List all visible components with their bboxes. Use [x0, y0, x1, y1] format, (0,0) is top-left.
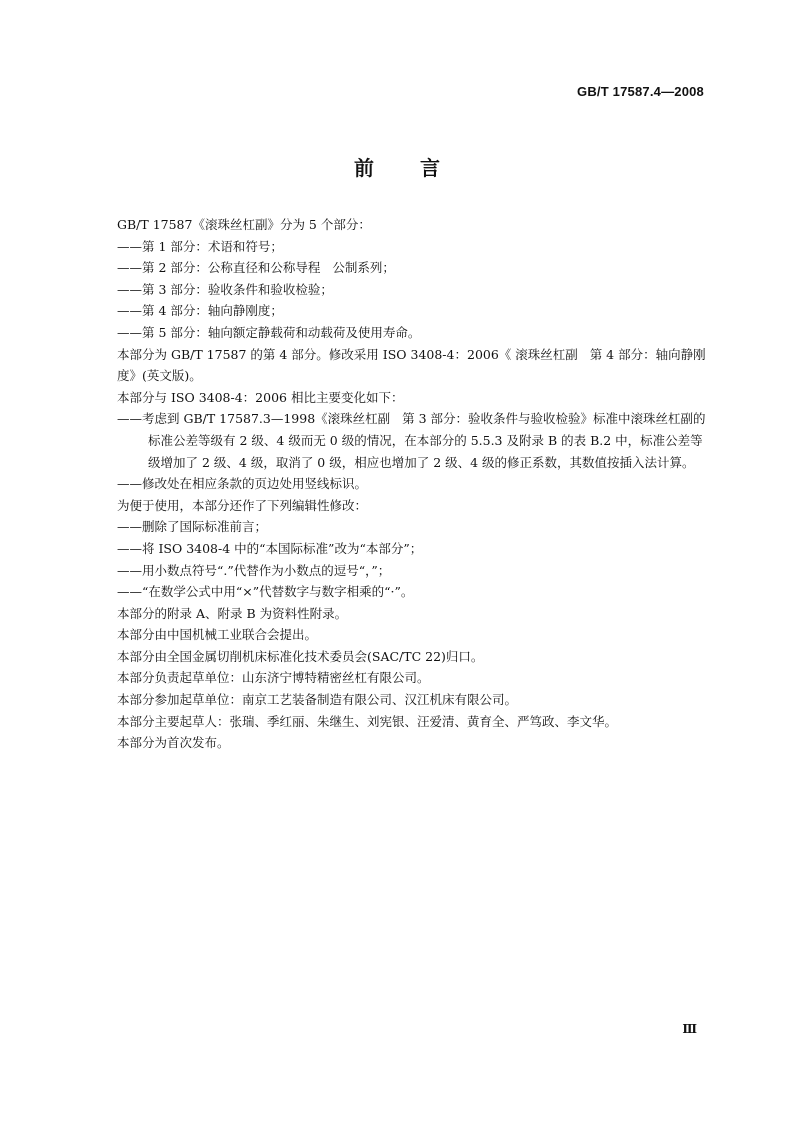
paragraph-6: 本部分由中国机械工业联合会提出。 — [117, 627, 318, 643]
list-item-3: ——第 3 部分：验收条件和验收检验； — [117, 281, 333, 297]
paragraph-1: GB/T 17587《滚珠丝杠副》分为 5 个部分： — [117, 217, 371, 232]
list-item-5: ——第 5 部分：轴向额定静载荷和动载荷及使用寿命。 — [117, 324, 421, 340]
list-item-8: ——删除了国际标准前言； — [117, 519, 268, 535]
paragraph-3: 本部分与 ISO 3408-4：2006 相比主要变化如下： — [117, 389, 404, 405]
list-item-7: ——修改处在相应条款的页边处用竖线标识。 — [117, 476, 368, 492]
paragraph-7: 本部分由全国金属切削机床标准化技术委员会(SAC/TC 22)归口。 — [117, 648, 484, 664]
document-body — [90, 214, 707, 754]
paragraph-8: 本部分负责起草单位：山东济宁博特精密丝杠有限公司。 — [117, 670, 430, 686]
paragraph-5: 本部分的附录 A、附录 B 为资料性附录。 — [117, 605, 348, 621]
paragraph-10: 本部分主要起草人：张瑞、季红丽、朱继生、刘宪银、汪爱清、黄育全、严笃政、李文华。 — [117, 713, 618, 729]
list-item-9: ——将 ISO 3408-4 中的“本国际标准”改为“本部分”； — [117, 540, 423, 556]
standard-code: GB/T 17587.4—2008 — [577, 84, 704, 99]
list-item-6: ——考虑到 GB/T 17587.3—1998《滚珠丝杠副 第 3 部分：验收条件与验收检验》标准中滚珠丝杠副的标准公差等级有 2 级、4 级而无 0 级的情况，在本部分的 5.5.3 及附录 B 的表 B.2 中，标准公差等级增加了 2 级、4 级，取消了 0 级，相应也增加了 2 级、4 级的修正系数，其数值按插入法计算。 — [117, 411, 706, 470]
paragraph-4: 为便于使用，本部分还作了下列编辑性修改： — [117, 497, 368, 513]
list-item-10: ——用小数点符号“.”代替作为小数点的逗号“，”； — [117, 562, 391, 578]
list-item-2: ——第 2 部分：公称直径和公称导程 公制系列； — [117, 260, 395, 276]
page-number: Ⅲ — [682, 1022, 697, 1036]
paragraph-9: 本部分参加起草单位：南京工艺装备制造有限公司、汉江机床有限公司。 — [117, 692, 518, 708]
page-title: 前言 — [354, 156, 486, 180]
list-item-1: ——第 1 部分：术语和符号； — [117, 238, 283, 254]
list-item-4: ——第 4 部分：轴向静刚度； — [117, 303, 283, 319]
paragraph-11: 本部分为首次发布。 — [117, 735, 230, 751]
paragraph-2: 本部分为 GB/T 17587 的第 4 部分。修改采用 ISO 3408-4：2006《 滚珠丝杠副 第 4 部分：轴向静刚度》(英文版)。 — [117, 346, 706, 384]
list-item-11: ——“在数学公式中用“×”代替数字与数字相乘的“·”。 — [117, 584, 414, 600]
